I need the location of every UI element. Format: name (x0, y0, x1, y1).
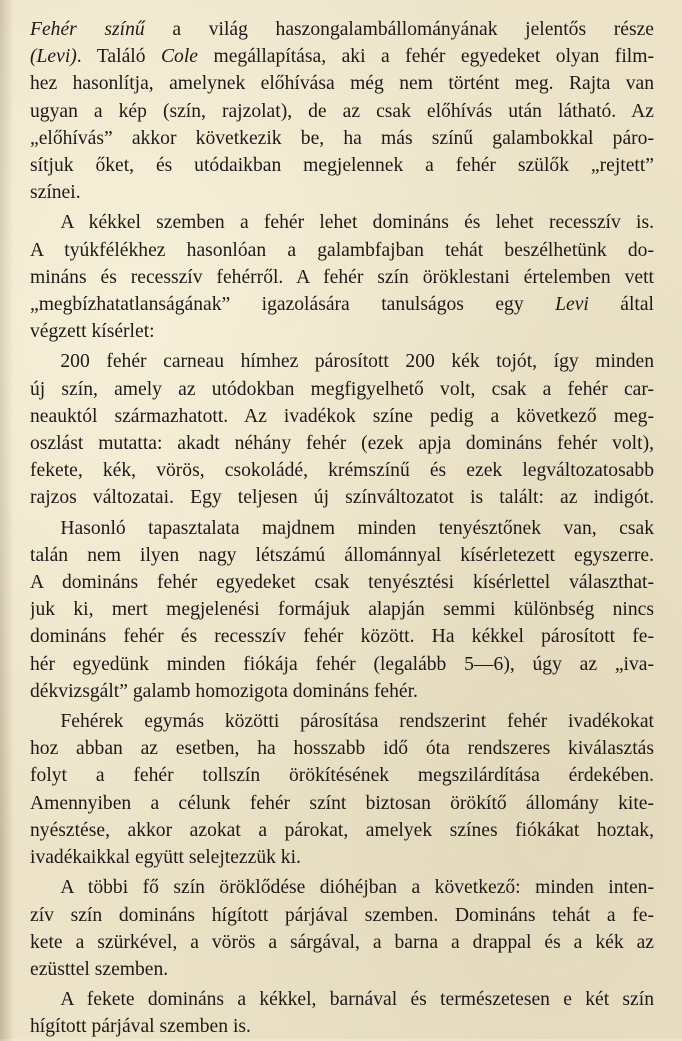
text-segment: „megbízhatatlanságának” igazolására tanulságos egy (30, 294, 556, 316)
italic-text: Cole (160, 46, 198, 68)
text-line (30, 542, 654, 569)
text-segment: A tyúkfélékhez hasonlóan a galambfajban tehát beszélhetünk do- (30, 239, 654, 261)
text-segment: 200 fehér carneau hímhez párosított 200 kék tojót, így minden (60, 351, 654, 373)
text-line (30, 569, 654, 596)
text-line (30, 98, 654, 125)
text-line (30, 1013, 654, 1040)
text-line (30, 762, 654, 789)
text-segment: talán nem ilyen nagy létszámú állománnyal kísérletezett egyszerre. (30, 544, 654, 566)
text-line (30, 237, 654, 264)
text-segment: folyt a fehér tollszín örökítésének megszilárdítása érdekében. (30, 765, 654, 787)
text-segment: dékvizsgált” galamb homozigota domináns fehér. (30, 680, 418, 702)
text-line (30, 152, 654, 179)
text-segment: sítjuk őket, és utódaikban megjelennek a fehér szülők „rejtett” (30, 155, 654, 177)
text-line (30, 515, 654, 542)
text-segment: nyésztése, akkor azokat a párokat, amelyek színes fiókákat hoztak, (30, 819, 654, 841)
text-segment: domináns fehér és recesszív fehér között. Ha kékkel párosított fe- (30, 626, 654, 648)
text-line (30, 708, 654, 735)
text-line (30, 348, 654, 375)
text-line (30, 986, 654, 1013)
text-segment: ezüsttel szemben. (30, 958, 169, 980)
text-segment: A kékkel szemben a fehér lehet domináns és lehet recesszív is. (60, 212, 654, 234)
text-segment: . Találó (76, 46, 161, 68)
text-segment: Fehérek egymás közötti párosítása rendszerint fehér ivadékokat (60, 711, 654, 733)
italic-text: (Levi) (30, 46, 77, 68)
text-segment: juk ki, mert megjelenési formájuk alapján semmi különbség nincs (30, 599, 654, 621)
text-line (30, 956, 654, 983)
text-line (30, 16, 654, 43)
text-line (30, 125, 654, 152)
italic-text: Fehér színű (30, 19, 145, 40)
text-segment: megállapítása, aki a fehér egyedeket olyan film- (198, 46, 654, 68)
text-line (30, 651, 654, 678)
text-segment: végzett kísérlet: (30, 321, 155, 343)
text-segment: új szín, amely az utódokban megfigyelhető volt, csak a fehér car- (30, 378, 654, 400)
text-segment: kete a szürkével, a vörös a sárgával, a barna a drappal és a kék az (30, 931, 654, 953)
text-segment: ugyan a kép (szín, rajzolat), de az csak előhívás után látható. Az (30, 100, 654, 122)
text-segment: oszlást mutatta: akadt néhány fehér (ezek apja domináns fehér volt), (30, 433, 654, 455)
text-line (30, 735, 654, 762)
text-line (30, 430, 654, 457)
text-segment: a világ haszongalambállományának jelentős része (144, 19, 654, 40)
text-line (30, 596, 654, 623)
text-line (30, 623, 654, 650)
book-page-text (30, 16, 654, 1041)
text-segment: neauktól származhatott. Az ivadékok színe pedig a következő meg- (30, 405, 654, 427)
text-line (30, 902, 654, 929)
text-line (30, 844, 654, 871)
text-line (30, 209, 654, 236)
text-segment: fekete, kék, vörös, csokoládé, krémszínű és ezek legváltozatosabb (30, 460, 654, 482)
text-line (30, 291, 654, 318)
text-line (30, 403, 654, 430)
text-segment: zív szín domináns hígított párjával szemben. Domináns tehát a fe- (30, 904, 654, 926)
text-segment: A fekete domináns a kékkel, barnával és természetesen e két szín (60, 989, 654, 1011)
text-line (30, 179, 654, 206)
text-line (30, 457, 654, 484)
text-line (30, 874, 654, 901)
text-segment: „előhívás” akkor következik be, ha más színű galambokkal páro- (30, 127, 654, 149)
text-line (30, 70, 654, 97)
text-segment: hér egyedünk minden fiókája fehér (legalább 5—6), úgy az „iva- (30, 653, 654, 675)
text-segment: ivadékaikkal együtt selejtezzük ki. (30, 847, 301, 869)
text-segment: hez hasonlítja, amelynek előhívása még nem történt meg. Rajta van (30, 73, 654, 95)
text-segment: rajzos változatai. Egy teljesen új színváltozatot is talált: az indigót. (30, 487, 654, 509)
text-line (30, 484, 654, 511)
text-line (30, 790, 654, 817)
text-line (30, 817, 654, 844)
text-segment: hígított párjával szemben is. (30, 1016, 251, 1038)
text-line (30, 678, 654, 705)
text-segment: mináns és recesszív fehérről. A fehér szín öröklestani értelemben vett (30, 266, 654, 288)
text-line (30, 43, 654, 70)
text-segment: A többi fő szín öröklődése dióhéjban a következő: minden inten- (60, 877, 654, 899)
text-segment: színei. (30, 182, 81, 204)
text-line (30, 376, 654, 403)
text-segment: A domináns fehér egyedeket csak tenyésztési kísérlettel választhat- (30, 572, 654, 594)
text-segment: Amennyiben a célunk fehér színt biztosan örökítő állomány kite- (30, 792, 654, 814)
text-segment: által (588, 294, 654, 316)
italic-text: Levi (555, 294, 589, 316)
text-line (30, 264, 654, 291)
text-segment: Hasonló tapasztalata majdnem minden tenyésztőnek van, csak (60, 517, 654, 539)
text-segment: hoz abban az esetben, ha hosszabb idő óta rendszeres kiválasztás (30, 738, 654, 760)
text-line (30, 929, 654, 956)
text-line (30, 318, 654, 345)
